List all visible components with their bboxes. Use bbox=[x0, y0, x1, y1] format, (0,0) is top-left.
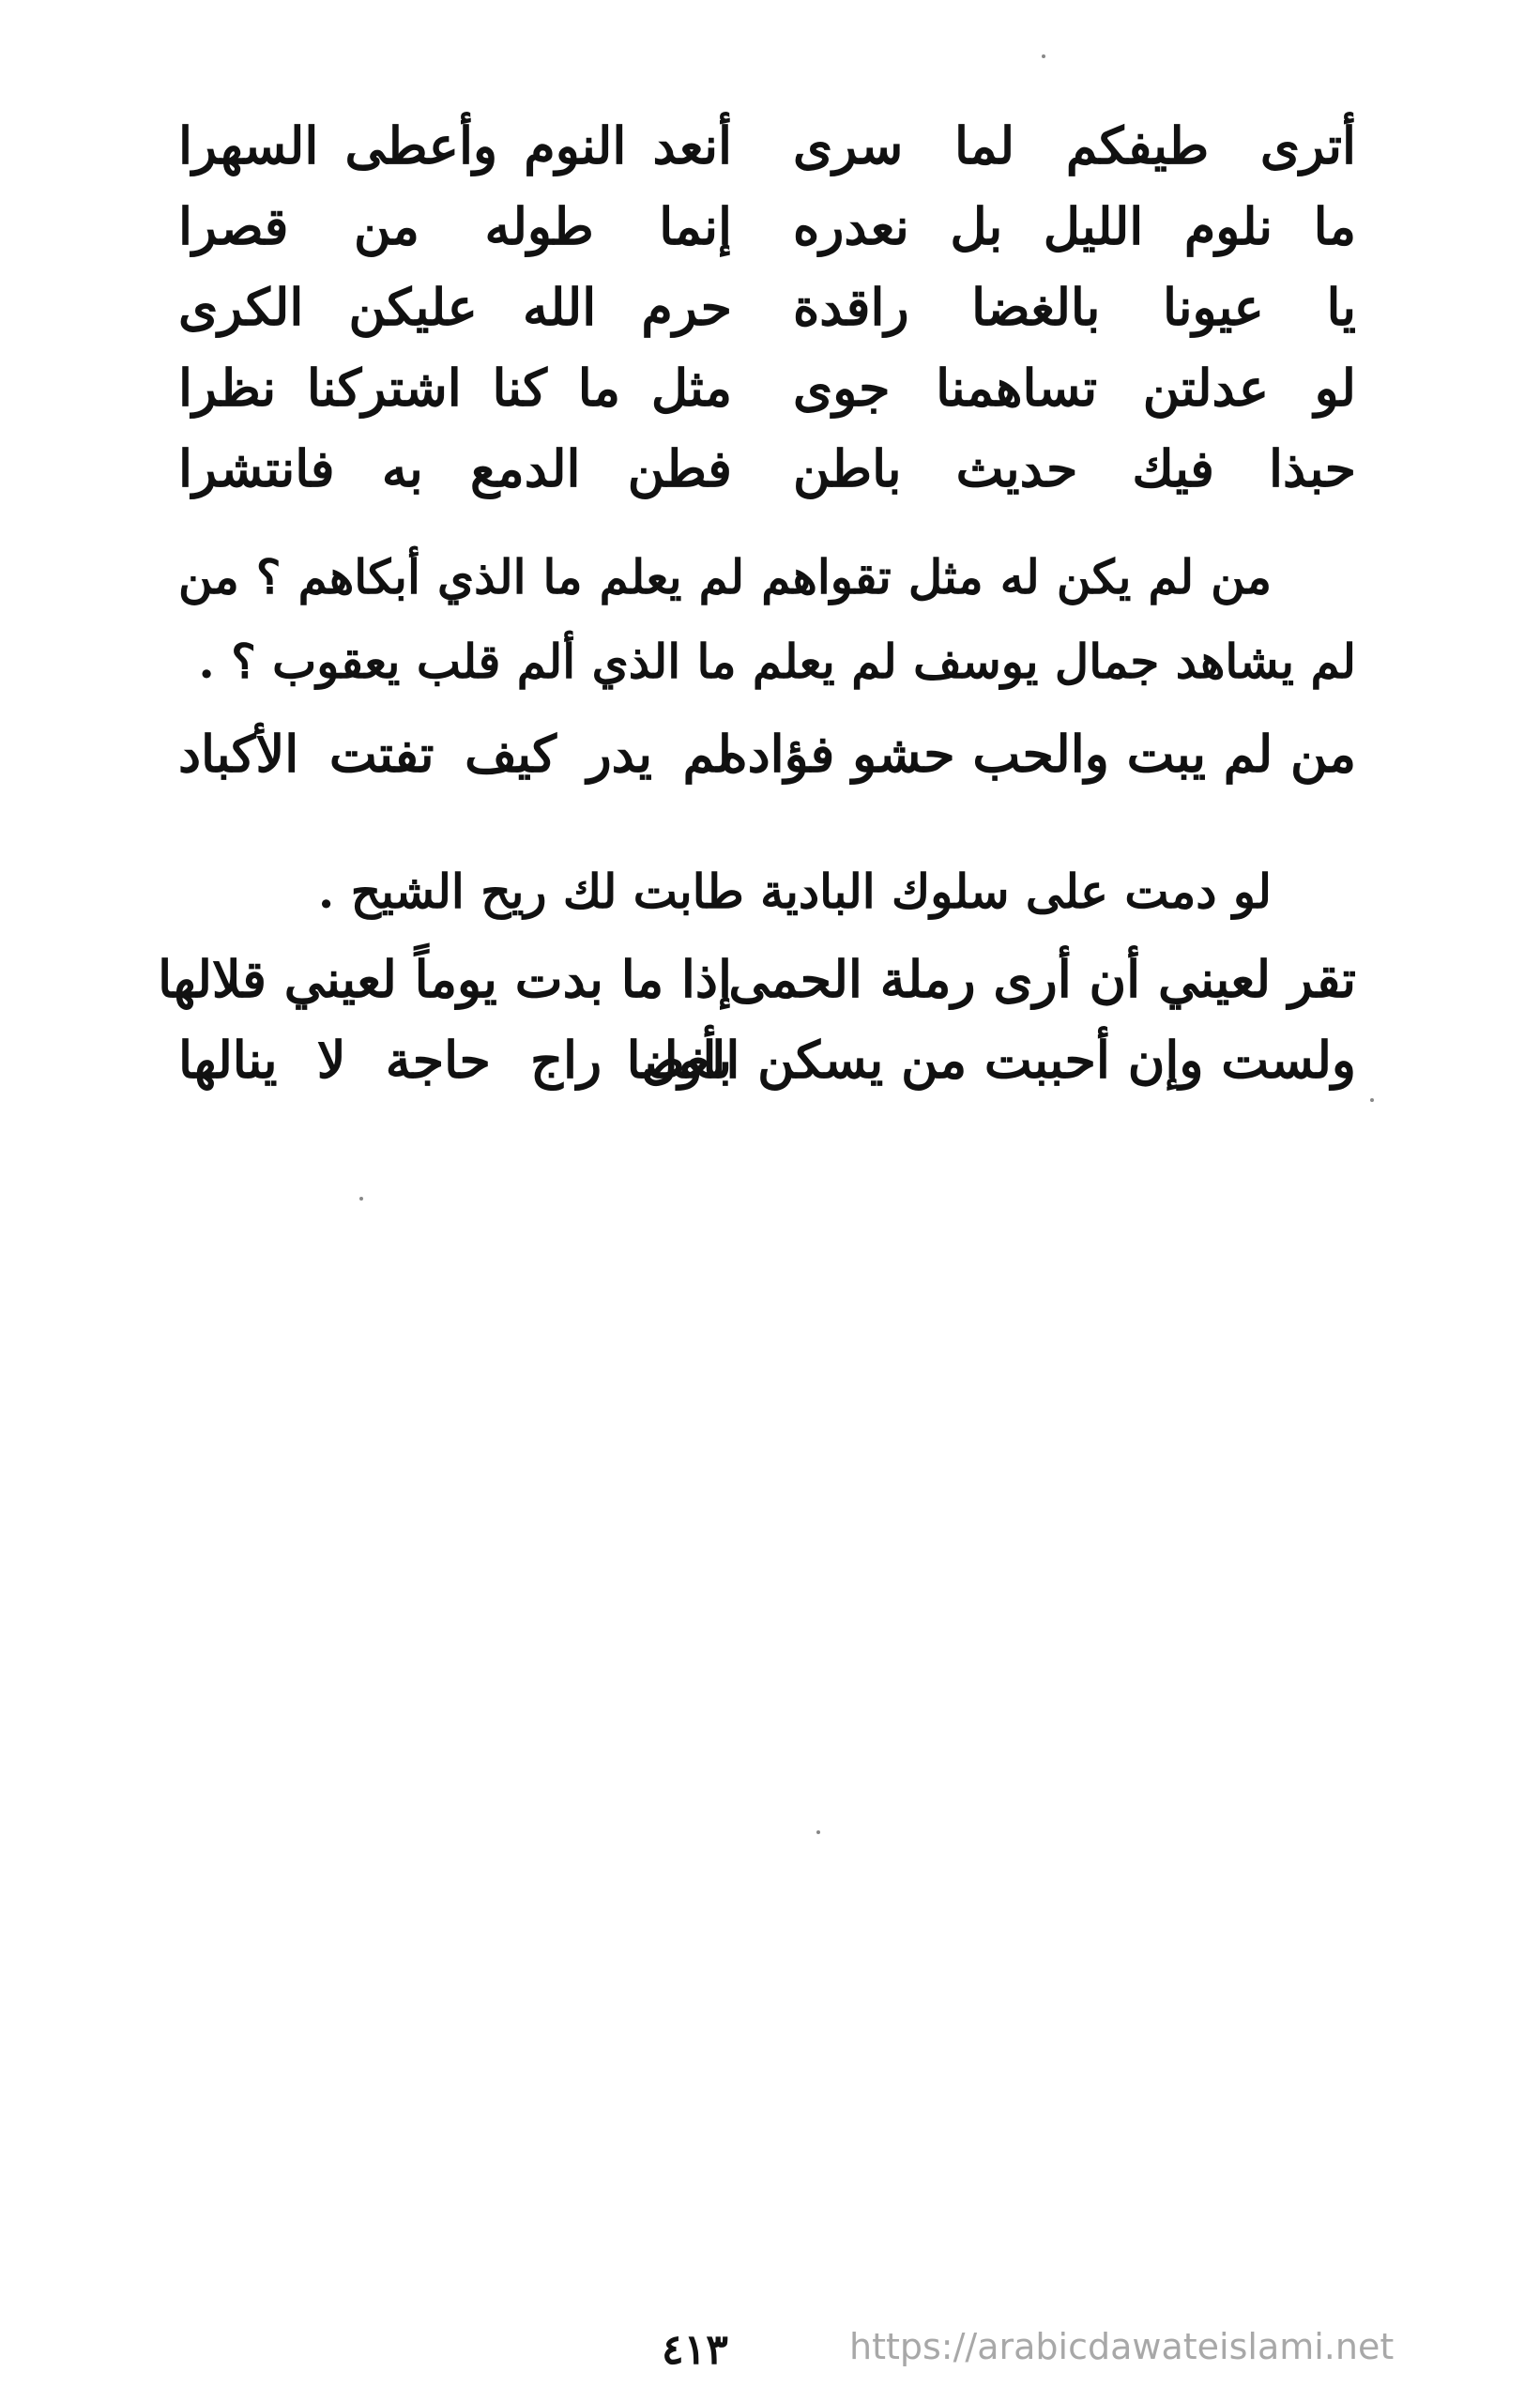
first-hemistich: يا عيونا بالغضا راقدة bbox=[793, 277, 1356, 337]
prose-text: لو دمت على سلوك البادية طابت لك ريح الشيح . bbox=[317, 864, 1272, 919]
first-hemistich: أترى طيفكم لما سرى bbox=[793, 115, 1356, 176]
page-number: ٤١٣ bbox=[662, 2326, 728, 2374]
second-hemistich: حرم الله عليكن الكرى bbox=[178, 277, 732, 337]
second-hemistich: إذا ما بدت يوماً لعيني قلالها bbox=[158, 949, 732, 1009]
second-hemistich: مثل ما كنا اشتركنا نظرا bbox=[178, 358, 732, 418]
prose-text: من لم يكن له مثل تقواهم لم يعلم ما الذي أبكاهم ؟ من لم يشاهد جمال يوسف لم يعلم ما الذي ألم قلب يعقوب ؟ . bbox=[178, 549, 1356, 689]
second-hemistich: فطن الدمع به فانتشرا bbox=[178, 438, 732, 498]
first-hemistich: ولست وإن أحببت من يسكن الغضا bbox=[626, 1030, 1356, 1090]
first-hemistich: تقر لعيني أن أرى رملة الحمى bbox=[728, 949, 1356, 1009]
scan-speck bbox=[1042, 54, 1045, 58]
prose-paragraph-2 bbox=[178, 849, 1356, 934]
verse-line bbox=[158, 939, 1356, 1019]
second-hemistich: إنما طوله من قصرا bbox=[178, 196, 732, 256]
second-hemistich: بأول راج حاجة لا ينالها bbox=[178, 1030, 732, 1090]
scan-speck bbox=[359, 1197, 363, 1201]
verse-line bbox=[178, 267, 1356, 347]
verse-line bbox=[178, 428, 1356, 509]
first-hemistich: ما نلوم الليل بل نعدره bbox=[793, 196, 1356, 256]
scan-speck bbox=[1370, 1098, 1374, 1102]
verse-line bbox=[178, 347, 1356, 428]
verse-line bbox=[178, 713, 1356, 794]
verse-line bbox=[178, 186, 1356, 267]
verse-line bbox=[178, 1019, 1356, 1100]
second-hemistich: أنعد النوم وأعطى السهرا bbox=[178, 115, 732, 176]
first-hemistich: لو عدلتن تساهمنا جوى bbox=[793, 358, 1356, 418]
first-hemistich: حبذا فيك حديث باطن bbox=[793, 438, 1356, 498]
verse-block-2 bbox=[178, 713, 1356, 794]
scan-speck bbox=[816, 1830, 820, 1834]
prose-paragraph-1 bbox=[178, 535, 1356, 704]
verse-line bbox=[178, 105, 1356, 186]
poem-block-1 bbox=[178, 105, 1356, 509]
watermark-url: https://arabicdawateislami.net bbox=[849, 2326, 1395, 2367]
first-hemistich: من لم يبت والحب حشو فؤاده bbox=[721, 724, 1356, 784]
second-hemistich: لم يدر كيف تفتت الأكباد bbox=[178, 724, 732, 784]
poem-block-2 bbox=[158, 939, 1356, 1100]
